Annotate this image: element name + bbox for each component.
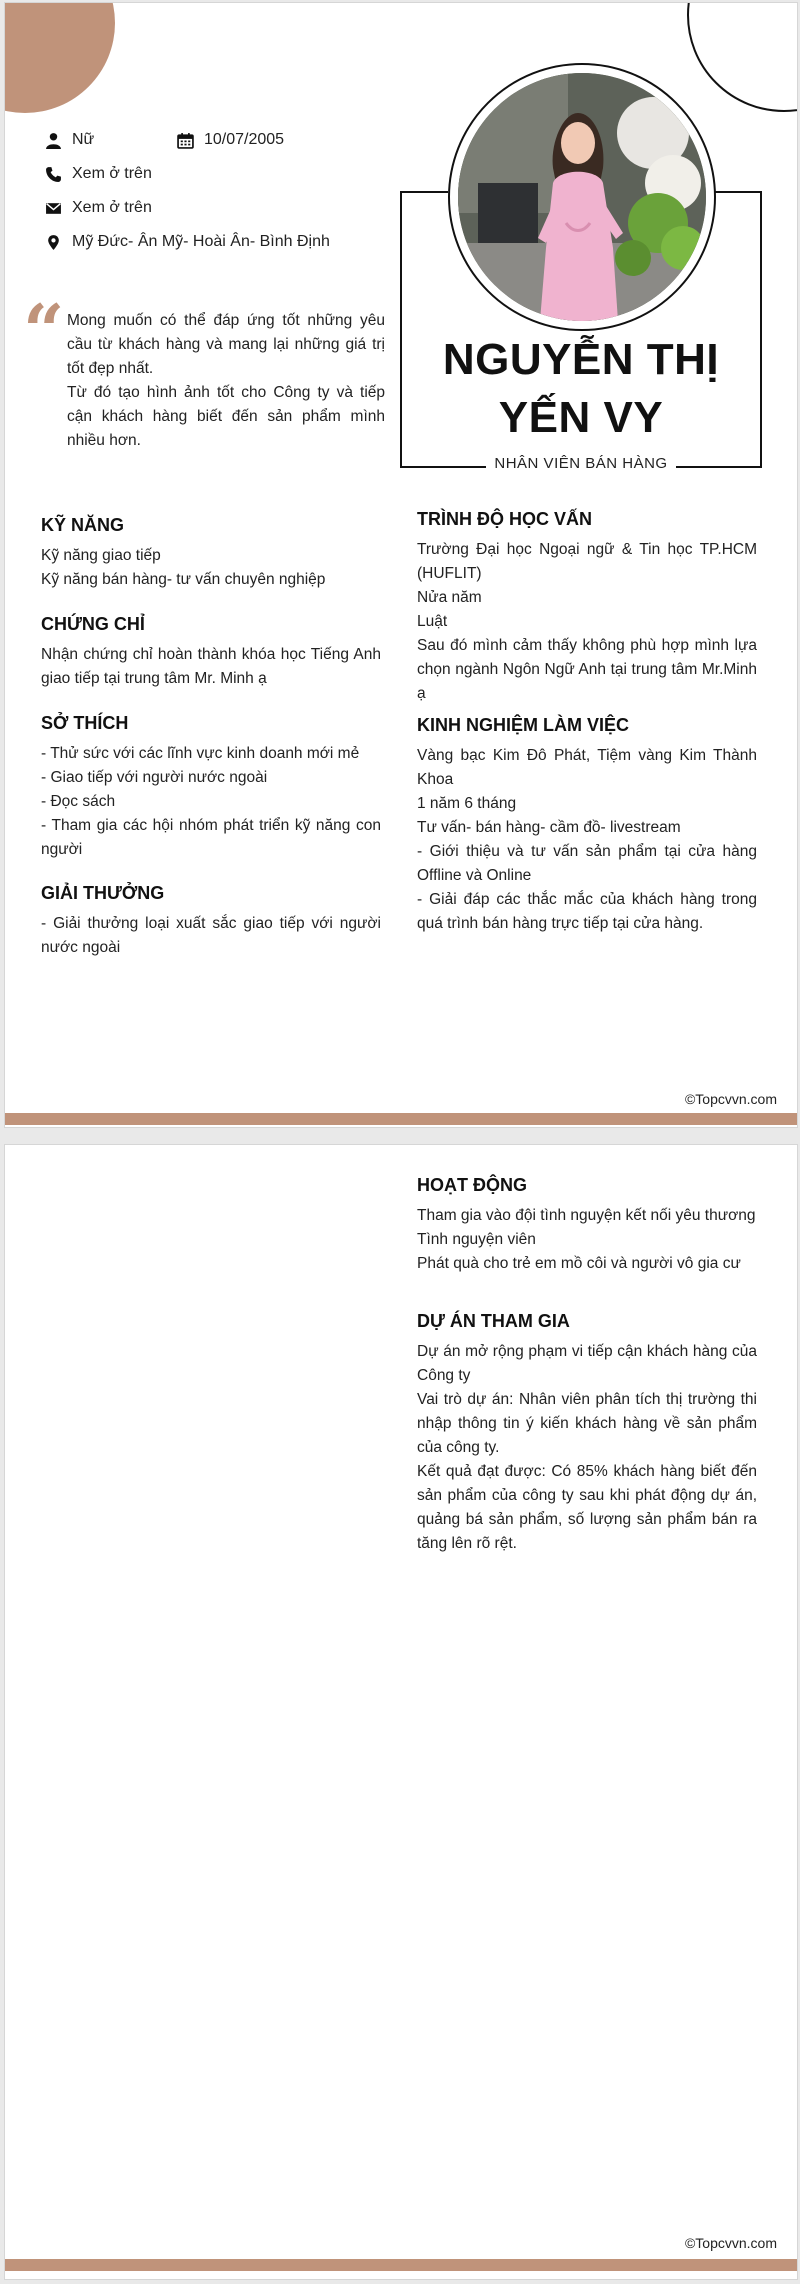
quote-icon: “ xyxy=(23,288,65,373)
hobby-item: - Tham gia các hội nhóm phát triển kỹ năng con người xyxy=(41,817,381,858)
project-item: Vai trò dự án: Nhân viên phân tích thị trường thi nhập thông tin ý kiến khách hàng về sản phẩm của công ty. xyxy=(417,1391,757,1456)
phone-icon xyxy=(45,166,62,183)
email-text: Xem ở trên xyxy=(72,199,152,216)
education-item: Sau đó mình cảm thấy không phù hợp mình lựa chọn ngành Ngôn Ngữ Anh tại trung tâm Mr.Minh ạ xyxy=(417,637,757,702)
award-item: - Giải thưởng loại xuất sắc giao tiếp với người nước ngoài xyxy=(41,915,381,956)
section-title: SỞ THÍCH xyxy=(41,713,129,733)
hobby-item: - Thử sức với các lĩnh vực kinh doanh mới mẻ xyxy=(41,745,360,762)
education-item: Nửa năm xyxy=(417,589,482,606)
activity-item: Tình nguyện viên xyxy=(417,1231,536,1248)
address-text: Mỹ Đức- Ân Mỹ- Hoài Ân- Bình Định xyxy=(72,233,330,250)
skills-section xyxy=(41,515,381,592)
avatar xyxy=(458,73,706,321)
phone-info xyxy=(45,165,152,183)
avatar-photo xyxy=(458,73,706,321)
name-line-2: YẾN VY xyxy=(498,393,664,442)
experience-item: Vàng bạc Kim Đô Phát, Tiệm vàng Kim Thành Khoa xyxy=(417,747,757,788)
project-item: Dự án mở rộng phạm vi tiếp cận khách hàng của Công ty xyxy=(417,1343,757,1384)
birthdate-text: 10/07/2005 xyxy=(204,131,285,148)
footer-copyright: ©Topcvvn.com xyxy=(684,2235,777,2251)
cv-page-2 xyxy=(4,1144,798,2280)
section-title: HOẠT ĐỘNG xyxy=(417,1175,527,1195)
experience-item: Tư vấn- bán hàng- cầm đồ- livestream xyxy=(417,819,681,836)
location-icon xyxy=(45,234,62,251)
education-section xyxy=(417,509,757,706)
experience-item: - Giải đáp các thắc mắc của khách hàng trong quá trình bán hàng trực tiếp tại cửa hàng. xyxy=(417,891,757,932)
certificates-section xyxy=(41,614,381,691)
activity-item: Tham gia vào đội tình nguyện kết nối yêu thương xyxy=(417,1207,756,1224)
cv-page-1 xyxy=(4,2,798,1128)
calendar-icon xyxy=(177,132,194,149)
career-objective xyxy=(67,309,385,453)
hobbies-section xyxy=(41,713,381,862)
person-icon xyxy=(45,132,62,149)
hobby-item: - Giao tiếp với người nước ngoài xyxy=(41,769,268,786)
gender-text: Nữ xyxy=(72,131,95,148)
hobby-item: - Đọc sách xyxy=(41,793,116,810)
activity-item: Phát quà cho trẻ em mồ côi và người vô gia cư xyxy=(417,1255,741,1272)
full-name xyxy=(400,331,762,447)
project-item: Kết quả đạt được: Có 85% khách hàng biết đến sản phẩm của công ty sau khi phát động dự án, quảng bá sản phẩm, số lượng sản phẩm bán ra tăng lên rõ rệt. xyxy=(417,1463,757,1552)
objective-line: Từ đó tạo hình ảnh tốt cho Công ty và tiếp cận khách hàng biết đến sản phẩm mình nhiều hơn. xyxy=(67,384,385,449)
experience-item: 1 năm 6 tháng xyxy=(417,795,517,812)
objective-line: Mong muốn có thể đáp ứng tốt những yêu cầu từ khách hàng và mang lại những giá trị tốt đẹp nhất. xyxy=(67,312,385,377)
job-title xyxy=(400,455,762,472)
certificate-item: Nhận chứng chỉ hoàn thành khóa học Tiếng Anh giao tiếp tại trung tâm Mr. Minh ạ xyxy=(41,646,381,687)
section-title: KỸ NĂNG xyxy=(41,515,125,535)
education-item: Trường Đại học Ngoại ngữ & Tin học TP.HCM (HUFLIT) xyxy=(417,541,757,582)
awards-section xyxy=(41,883,381,960)
email-info xyxy=(45,199,152,217)
experience-item: - Giới thiệu và tư vấn sản phẩm tại cửa hàng Offline và Online xyxy=(417,843,757,884)
section-title: GIẢI THƯỞNG xyxy=(41,883,165,903)
section-title: TRÌNH ĐỘ HỌC VẤN xyxy=(417,509,592,529)
decorative-circle-top-left xyxy=(4,2,115,113)
skill-item: Kỹ năng giao tiếp xyxy=(41,547,161,564)
phone-text: Xem ở trên xyxy=(72,165,152,182)
footer-bar xyxy=(5,1113,797,1125)
section-title: CHỨNG CHỈ xyxy=(41,614,145,634)
skill-item: Kỹ năng bán hàng- tư vấn chuyên nghiệp xyxy=(41,571,326,588)
email-icon xyxy=(45,200,62,217)
birthdate-info xyxy=(177,131,284,149)
footer-bar xyxy=(5,2259,797,2271)
section-title: DỰ ÁN THAM GIA xyxy=(417,1311,570,1331)
projects-section xyxy=(417,1311,757,1556)
address-info xyxy=(45,233,330,251)
activities-section xyxy=(417,1175,757,1276)
job-title-text: NHÂN VIÊN BÁN HÀNG xyxy=(486,455,675,472)
footer-copyright: ©Topcvvn.com xyxy=(684,1091,777,1107)
name-frame-top-right xyxy=(713,191,760,193)
name-line-1: NGUYỄN THỊ xyxy=(442,335,720,384)
gender-info xyxy=(45,131,94,149)
name-frame-top-left xyxy=(400,191,448,193)
section-title: KINH NGHIỆM LÀM VIỆC xyxy=(417,715,630,735)
education-item: Luật xyxy=(417,613,448,630)
experience-section xyxy=(417,715,757,936)
decorative-circle-top-right xyxy=(687,2,798,112)
